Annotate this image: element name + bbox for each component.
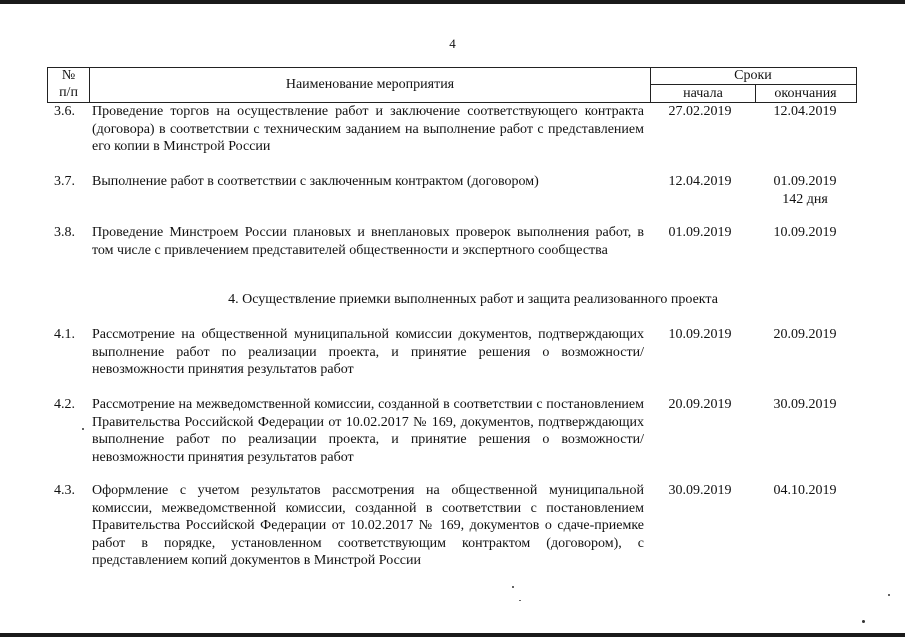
scan-speck [512, 586, 514, 588]
scan-edge-bottom [0, 633, 905, 637]
row-end-cell [757, 173, 853, 208]
row-description: Рассмотрение на общественной муниципальной комиссии документов, подтверждающих выполнение работ по реализации проекта, и принятие решения о возможности/невозможности принятия результатов работ [92, 327, 644, 377]
row-start-date: 30.09.2019 [668, 483, 732, 498]
header-end: окончания [774, 86, 837, 101]
scan-speck [888, 594, 890, 596]
scan-speck [82, 428, 84, 430]
row-end-date: 20.09.2019 [773, 327, 837, 342]
row-end-date: 10.09.2019 [773, 225, 837, 240]
row-start-date: 10.09.2019 [668, 327, 732, 342]
row-duration: 142 дня [782, 191, 828, 207]
row-start-date: 01.09.2019 [668, 225, 732, 240]
header-num-top: № [61, 68, 76, 83]
row-description: Выполнение работ в соответствии с заключенным контрактом (договором) [92, 174, 539, 189]
row-start-date: 12.04.2019 [668, 174, 732, 189]
row-description: Рассмотрение на межведомственной комиссии, созданной в соответствии с постановлением Правительства Российской Федерации от 10.02.2017 № 169, документов, подтверждающих выполнение работ по реализации проекта, и принятие решения о возможности/невозможности принятия результатов работ [92, 397, 644, 465]
row-number: 3.8. [54, 225, 75, 240]
row-start-date: 27.02.2019 [668, 104, 732, 119]
page-number: 4 [449, 36, 456, 51]
section-title: 4. Осуществление приемки выполненных работ и защита реализованного проекта [228, 292, 718, 307]
scan-edge-top [0, 0, 905, 4]
scan-speck [862, 620, 865, 623]
row-number: 4.3. [54, 483, 75, 498]
row-number: 4.2. [54, 397, 75, 412]
row-end-date: 12.04.2019 [773, 104, 837, 119]
row-number: 3.7. [54, 174, 75, 189]
row-description: Оформление с учетом результатов рассмотрения на общественной муниципальной комиссии, межведомственной комиссии, созданной в соответствии с постановлением Правительства Российской Федерации от 10.02.2017 № 169, документов о сдаче-приемке работ в порядке, установленном соответствующим контрактом (договором), с представлением копий документов в Минстрой России [92, 483, 644, 568]
header-name: Наименование мероприятия [285, 77, 455, 92]
row-number: 3.6. [54, 104, 75, 119]
row-end-date: 30.09.2019 [773, 397, 837, 412]
header-num-bottom: п/п [59, 85, 78, 100]
row-start-date: 20.09.2019 [668, 397, 732, 412]
header-divider-terms-row [650, 84, 856, 85]
row-description: Проведение Минстроем России плановых и внеплановых проверок выполнения работ, в том числе с привлечением представителей общественности и экспертного сообщества [92, 225, 644, 258]
scan-speck [519, 600, 521, 601]
row-end-date: 01.09.2019 [773, 174, 837, 189]
row-end-date: 04.10.2019 [773, 483, 837, 498]
row-description: Проведение торгов на осуществление работ и заключение соответствующего контракта (договора) в соответствии с техническим заданием на выполнение работ с представлением его копии в Минстрой России [92, 104, 644, 154]
header-terms: Сроки [734, 68, 772, 83]
header-start: начала [683, 86, 723, 101]
row-number: 4.1. [54, 327, 75, 342]
